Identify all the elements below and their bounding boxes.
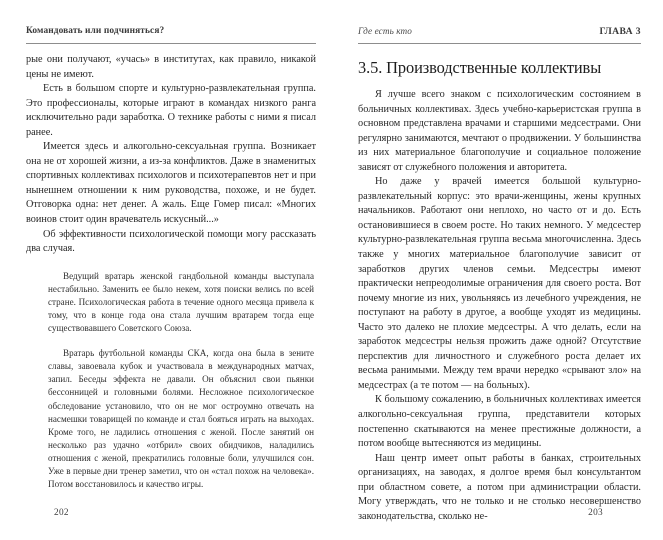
right-header-rule <box>358 43 641 44</box>
left-running-head <box>26 26 316 40</box>
left-running-head-title: Командовать или подчиняться? <box>26 26 165 36</box>
left-page-number: 202 <box>54 508 69 518</box>
paragraph: Наш центр имеет опыт работы в банках, строительных организациях, на заводах, я долгое время был консультантом при областном совете, а потом при администрации области. Могу утверждать, что не только и не столько несовершенство законодательства, сколько не- <box>358 452 641 522</box>
paragraph: К большому сожалению, в больничных коллективах имеется алкогольно-сексуальная группа, представители которых постепенно скатываются на менее престижные должности, а потом вообще вытесняются из медицины. <box>358 394 641 450</box>
left-page-body <box>26 53 316 257</box>
right-page-number: 203 <box>588 508 603 518</box>
case-study-paragraph: Вратарь футбольной команды СКА, когда она была в зените славы, завоевала кубок и участвовала в международных матчах, запил. Беседы эффекта не давали. Он объяснил свои пьянки бессонницей и головными болями. Несложное психологическое обследование установило, что он не мог остроумно отвечать на насмешки товарищей по команде и стал бояться играть на выходах. Кроме того, не ладились отношения с женой. После занятий он несколько раз удачно «отбрил» своих обидчиков, наладились отношения с женой, прекратились головные боли, улучшился сон. Уже в первые дни тренер заметил, что он «стал похож на человека». Потом восстановилось и качество игры. <box>48 348 314 490</box>
right-running-head-chapter: ГЛАВА 3 <box>599 26 641 37</box>
paragraph: Есть в большом спорте и культурно-развлекательная группа. Это профессионалы, которые играют в командах низкого ранга исключительно ради заработка. О технике работы с ними я писал ранее. <box>26 83 316 138</box>
right-running-head <box>358 26 641 40</box>
right-page <box>336 0 663 540</box>
section-heading: 3.5. Производственные коллективы <box>358 58 602 77</box>
right-page-body <box>358 88 641 524</box>
paragraph: Об эффективности психологической помощи могу рассказать два случая. <box>26 228 316 255</box>
case-study-paragraph: Ведущий вратарь женской гандбольной команды выступала нестабильно. Заменить ее было некем, хотя поиски велись по всей стране. Психологическая работа в течение одного месяца привела к тому, что в конце года она стала лучшим вратарем тогда еще существовавшего Советского Союза. <box>48 270 314 334</box>
paragraph: Я лучше всего знаком с психологическим состоянием в больничных коллективах. Здесь учебно-карьеристская группа в основном представлена врачами и старшими медсестрами. Они регулярно занимаются, мечтают о продвижении. У большинства из них материальное благополучие и социальное положение зависят от служебного положения и авторитета. <box>358 89 641 173</box>
case-study-block <box>48 270 314 492</box>
paragraph: Но даже у врачей имеется большой культурно-развлекательный корпус: это врачи-женщины, жены крупных начальников. Работают они неплохо, но часто от и до. Есть остановившиеся в своем росте. Но таких немного. У медсестер культурно-развлекательная группа весьма многочисленна. Здесь также у многих материальное благополучие зависит от заработков других членов семьи. Медсестры имеют практически непреодолимые ограничения для своего роста. Вот почему многие из них, увольняясь из лечебного учреждения, не поступают на работу в другое, а вообще уходят из медицины. Часто это далеко не плохие медсестры. А что делать, если на заработок медсестры нельзя прожить даже одной? Отсутствие перспектив для личностного и служебного роста делает их весьма ранимыми. Между тем врачи нередко «срывают зло» на медсестрах (а те потом — на больных). <box>358 176 641 391</box>
paragraph: Имеется здесь и алкогольно-сексуальная группа. Возникает она не от хорошей жизни, а из-за конфликтов. Даже в знаменитых спортивных коллективах психологов и психотерапевтов нет и при нынешнем отношении к ним руководства, похоже, и не будет. Отговорка одна: нет денег. А жаль. Еще Гомер писал: «Многих воинов стоит один врачеватель искусный...» <box>26 141 316 226</box>
left-header-rule <box>26 43 316 44</box>
paragraph: рые они получают, «учась» в институтах, как правило, никакой цены не имеют. <box>26 54 316 80</box>
right-running-head-title: Где есть кто <box>358 26 412 36</box>
